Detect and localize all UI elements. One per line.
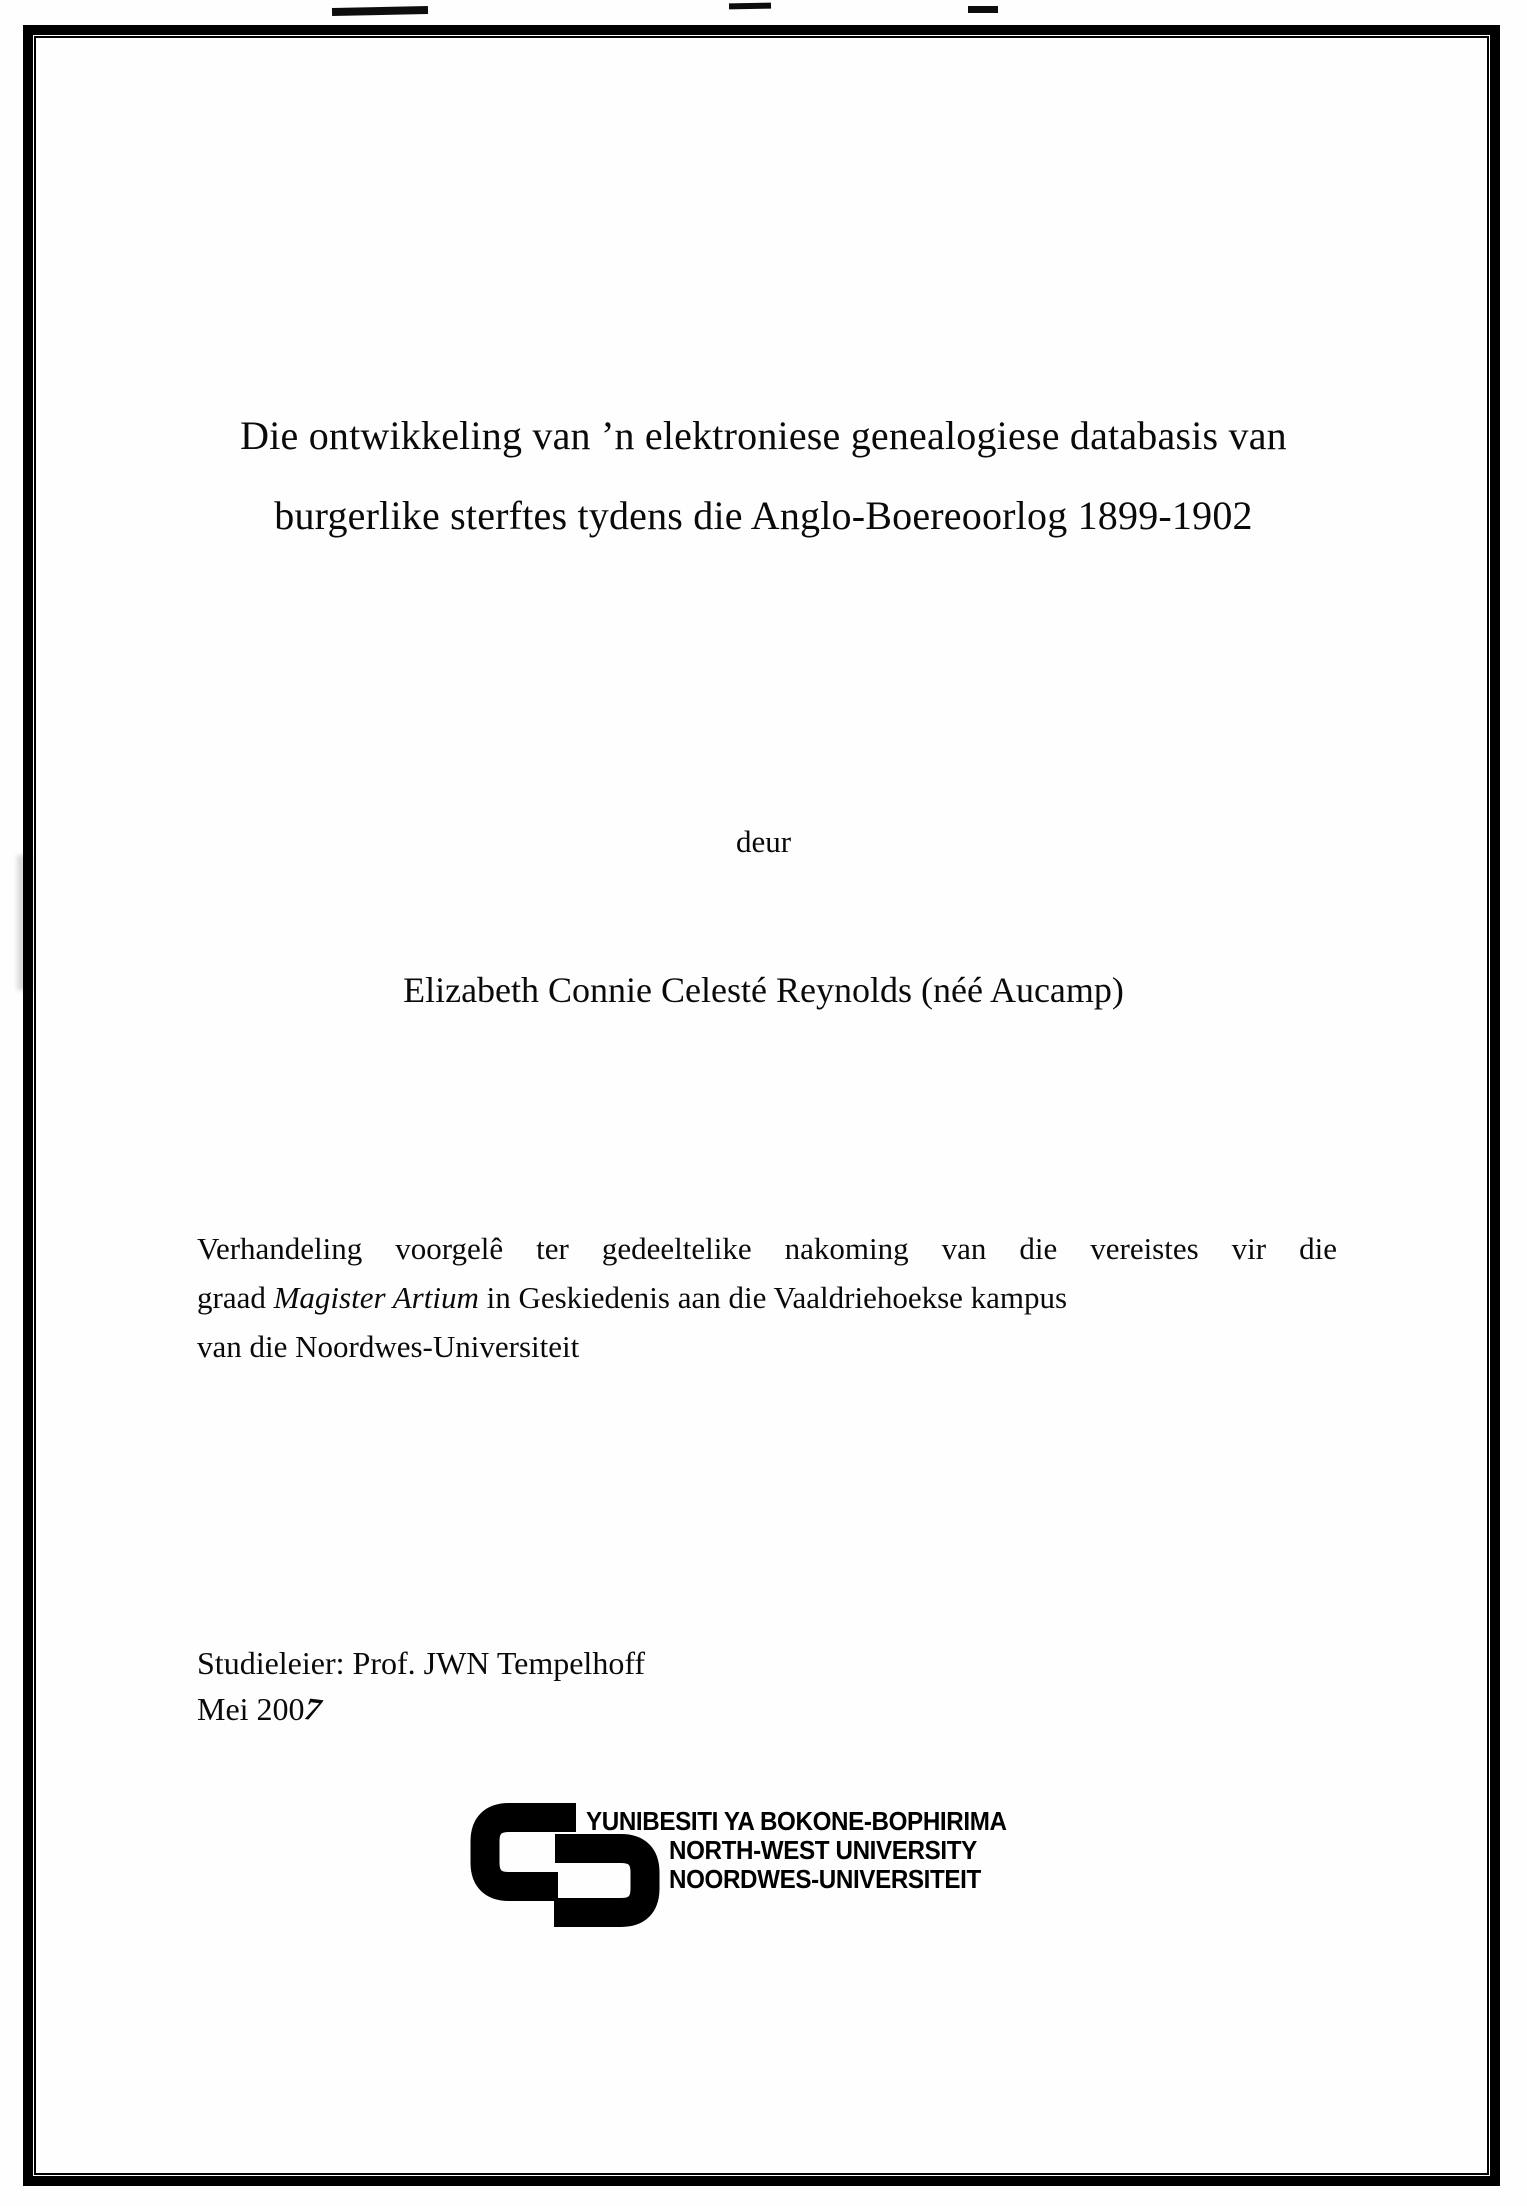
- supervisor-line: Studieleier: Prof. JWN Tempelhoff: [197, 1645, 646, 1681]
- statement-line-2-before: graad: [197, 1280, 274, 1315]
- author-name: Elizabeth Connie Celesté Reynolds (néé Aucamp): [403, 970, 1124, 1010]
- statement-line-2: [197, 1273, 1337, 1322]
- date-line: [197, 1686, 645, 1732]
- byline-deur: deur: [735, 824, 792, 859]
- logo-text-line-3: NOORDWES-UNIVERSITEIT: [669, 1864, 981, 1894]
- title-line-1: Die ontwikkeling van ’n elektroniese genealogiese databasis van: [240, 413, 1287, 458]
- scan-artifact: [332, 6, 428, 16]
- logo-text-line-2: NORTH-WEST UNIVERSITY: [669, 1835, 977, 1865]
- degree-name-italic: Magister Artium: [273, 1280, 479, 1315]
- thesis-title: [110, 396, 1417, 556]
- scan-artifact: [968, 6, 998, 13]
- scan-artifact: [729, 3, 771, 10]
- logo-text-line-1: YUNIBESITI YA BOKONE-BOPHIRIMA: [586, 1806, 1007, 1836]
- statement-line-1: Verhandeling voorgelê ter gedeeltelike nakoming van die vereistes vir die: [197, 1231, 1337, 1266]
- supervisor-block: [197, 1640, 645, 1732]
- title-line-2: burgerlike sterftes tydens die Anglo-Boereoorlog 1899-1902: [274, 493, 1253, 538]
- statement-line-2-after: in Geskiedenis aan die Vaaldriehoekse kampus: [478, 1280, 1068, 1315]
- date-last-digit: 7: [298, 1690, 327, 1728]
- degree-statement: [197, 1224, 1337, 1371]
- university-logo: [470, 1800, 1110, 1940]
- date-prefix: Mei 200: [197, 1691, 305, 1727]
- statement-line-3: van die Noordwes-Universiteit: [197, 1329, 580, 1364]
